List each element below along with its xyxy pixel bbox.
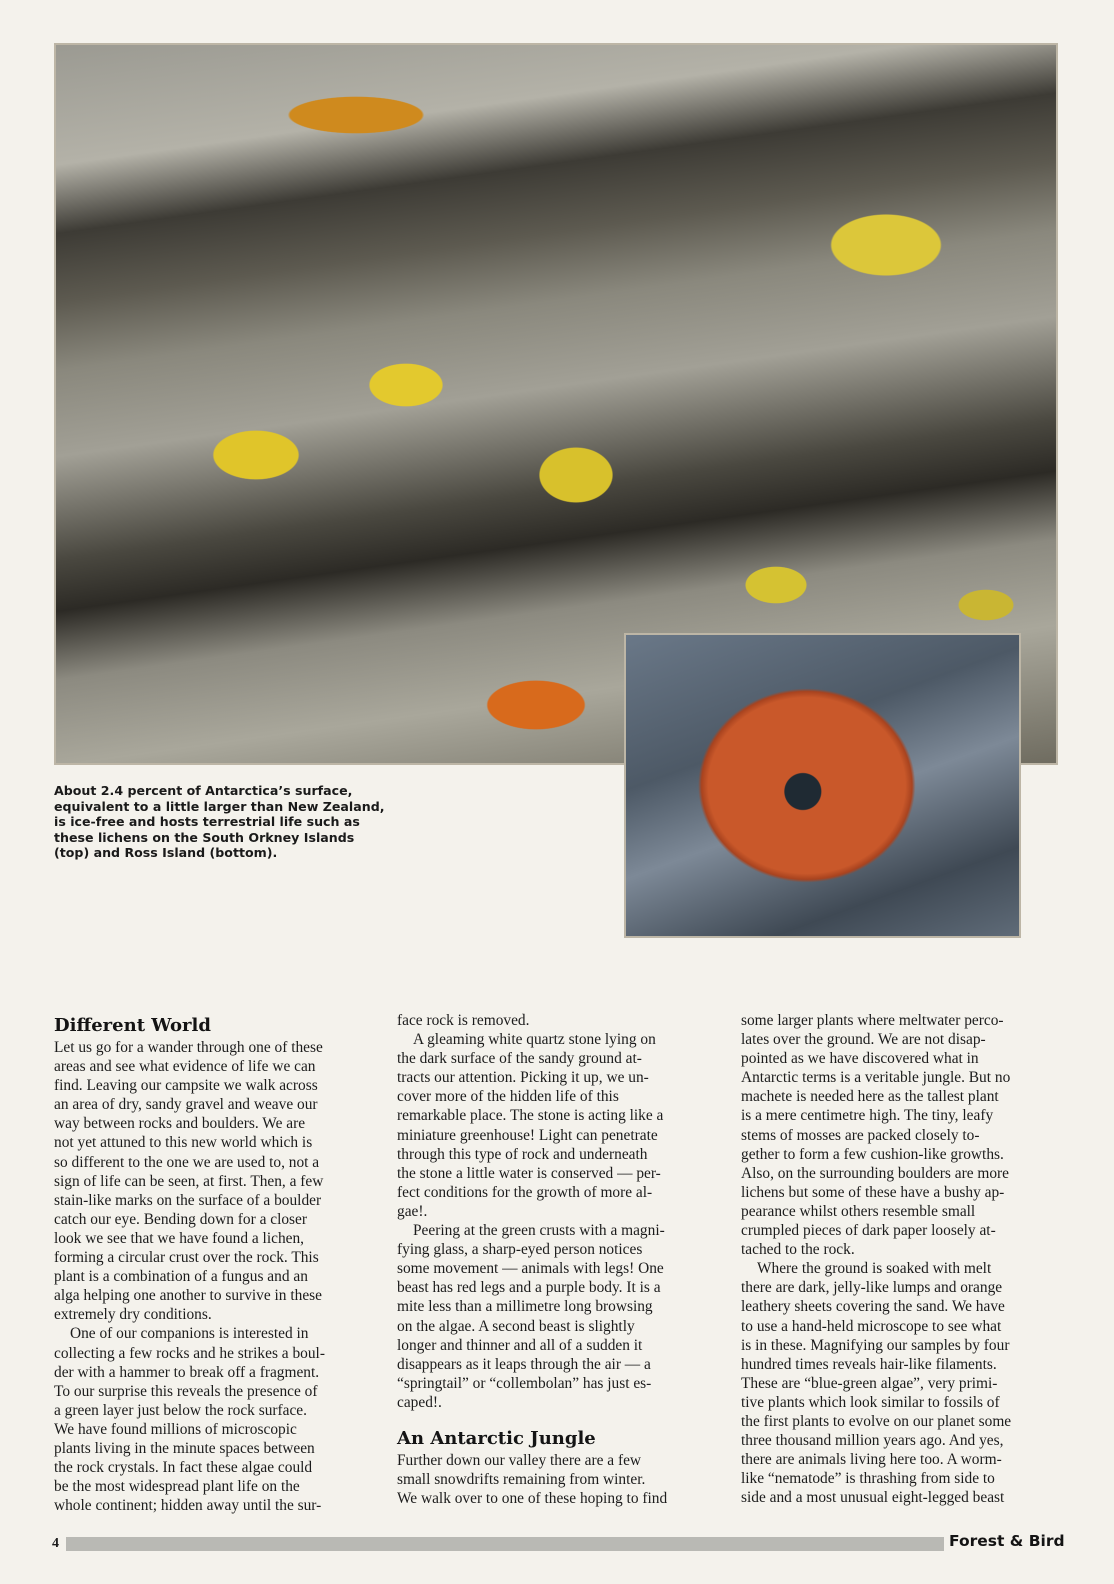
- text-line: hundred times reveals hair-like filaments.: [741, 1355, 997, 1373]
- lichen-photo-ross-island: [624, 633, 1021, 938]
- text-line: Peering at the green crusts with a magni-: [413, 1222, 665, 1240]
- text-line: not yet attuned to this new world which is: [54, 1134, 313, 1152]
- text-line: whole continent; hidden away until the sur-: [54, 1497, 322, 1515]
- text-line: gae!.: [397, 1202, 428, 1220]
- text-line: plant is a combination of a fungus and an: [54, 1268, 308, 1286]
- caption-line: these lichens on the South Orkney Islands: [54, 829, 355, 845]
- section-heading-different-world: Different World: [54, 1015, 211, 1036]
- photo-caption: [54, 783, 384, 861]
- text-line: face rock is removed.: [397, 1012, 530, 1029]
- text-line: machete is needed here as the tallest plant: [741, 1088, 999, 1106]
- column-3-body: [741, 1011, 1069, 1507]
- column-2-body-b: [397, 1451, 725, 1508]
- text-line: Further down our valley there are a few: [397, 1451, 642, 1469]
- text-line: three thousand million years ago. And yes,: [741, 1432, 1004, 1450]
- text-line: gether to form a few cushion-like growths.: [741, 1145, 1004, 1163]
- text-line: catch our eye. Bending down for a closer: [54, 1210, 307, 1228]
- text-line: there are dark, jelly-like lumps and orange: [741, 1279, 1003, 1297]
- text-line: leathery sheets covering the sand. We have: [741, 1298, 1005, 1316]
- text-line: To our surprise this reveals the presence of: [54, 1382, 318, 1400]
- article-column-3: [741, 1011, 1069, 1507]
- text-line: lates over the ground. We are not disap-: [741, 1031, 986, 1049]
- text-line: crumpled pieces of dark paper loosely at-: [741, 1222, 996, 1240]
- text-line: a green layer just below the rock surface.: [54, 1401, 307, 1419]
- text-line: to use a hand-held microscope to see what: [741, 1317, 1002, 1335]
- magazine-brand: Forest & Bird: [949, 1532, 1065, 1550]
- column-1-body: [54, 1038, 382, 1515]
- text-line: small snowdrifts remaining from winter.: [397, 1471, 646, 1489]
- text-line: is a mere centimetre high. The tiny, leafy: [741, 1107, 994, 1125]
- text-line: tive plants which look similar to fossils of: [741, 1393, 1000, 1411]
- article-column-1: [54, 1014, 382, 1515]
- text-line: cover more of the hidden life of this: [397, 1088, 619, 1106]
- text-line: is in these. Magnifying our samples by four: [741, 1336, 1010, 1354]
- text-line: alga helping one another to survive in these: [54, 1287, 322, 1305]
- text-line: lichens but some of these have a bushy ap-: [741, 1183, 1005, 1201]
- text-line: A gleaming white quartz stone lying on: [413, 1031, 656, 1049]
- caption-line: (top) and Ross Island (bottom).: [54, 845, 278, 861]
- text-line: “springtail” or “collembolan” has just es-: [397, 1374, 652, 1392]
- text-line: remarkable place. The stone is acting like a: [397, 1107, 664, 1125]
- text-line: the rock crystals. In fact these algae could: [54, 1459, 313, 1477]
- caption-line: equivalent to a little larger than New Zealand,: [54, 798, 385, 814]
- text-line: caped!.: [397, 1393, 442, 1411]
- section-heading-antarctic-jungle: An Antarctic Jungle: [397, 1427, 596, 1449]
- text-line: there are animals living here too. A worm-: [741, 1451, 1002, 1469]
- text-line: These are “blue-green algae”, very primi-: [741, 1374, 998, 1392]
- text-line: way between rocks and boulders. We are: [54, 1115, 306, 1133]
- text-line: mite less than a millimetre long browsing: [397, 1298, 653, 1316]
- text-line: disappears as it leaps through the air — a: [397, 1355, 651, 1373]
- text-line: find. Leaving our campsite we walk across: [54, 1077, 318, 1095]
- text-line: pearance whilst others resemble small: [741, 1202, 976, 1220]
- text-line: We walk over to one of these hoping to find: [397, 1490, 668, 1508]
- text-line: plants living in the minute spaces between: [54, 1439, 315, 1457]
- text-line: fying glass, a sharp-eyed person notices: [397, 1241, 643, 1259]
- text-line: like “nematode” is thrashing from side to: [741, 1470, 995, 1488]
- text-line: some movement — animals with legs! One: [397, 1260, 664, 1278]
- text-line: Also, on the surrounding boulders are more: [741, 1164, 1009, 1182]
- text-line: sign of life can be seen, at first. Then, a few: [54, 1172, 324, 1190]
- text-line: stain-like marks on the surface of a boulder: [54, 1191, 322, 1209]
- text-line: stems of mosses are packed closely to-: [741, 1126, 980, 1144]
- text-line: be the most widespread plant life on the: [54, 1478, 300, 1496]
- text-line: extremely dry conditions.: [54, 1306, 212, 1324]
- text-line: We have found millions of microscopic: [54, 1420, 297, 1438]
- text-line: areas and see what evidence of life we can: [54, 1058, 316, 1076]
- text-line: tached to the rock.: [741, 1241, 855, 1259]
- page-number: 4: [52, 1536, 59, 1551]
- text-line: Let us go for a wander through one of these: [54, 1039, 323, 1056]
- text-line: Antarctic terms is a veritable jungle. But no: [741, 1069, 1011, 1087]
- column-2-body-a: [397, 1011, 725, 1412]
- text-line: forming a circular crust over the rock. This: [54, 1249, 319, 1267]
- text-line: the dark surface of the sandy ground at-: [397, 1050, 642, 1068]
- text-line: side and a most unusual eight-legged beast: [741, 1489, 1005, 1507]
- text-line: collecting a few rocks and he strikes a boul-: [54, 1344, 325, 1362]
- text-line: the stone a little water is conserved — per-: [397, 1164, 661, 1182]
- text-line: miniature greenhouse! Light can penetrate: [397, 1126, 658, 1144]
- text-line: on the algae. A second beast is slightly: [397, 1317, 635, 1335]
- caption-line: is ice-free and hosts terrestrial life such as: [54, 814, 360, 830]
- text-line: some larger plants where meltwater perco-: [741, 1012, 1004, 1029]
- text-line: der with a hammer to break off a fragment.: [54, 1363, 320, 1381]
- text-line: longer and thinner and all of a sudden it: [397, 1336, 643, 1354]
- text-line: Where the ground is soaked with melt: [757, 1260, 992, 1278]
- text-line: through this type of rock and underneath: [397, 1145, 648, 1163]
- text-line: so different to the one we are used to, not a: [54, 1153, 320, 1171]
- text-line: the first plants to evolve on our planet some: [741, 1412, 1012, 1430]
- text-line: beast has red legs and a purple body. It is a: [397, 1279, 661, 1297]
- text-line: pointed as we have discovered what in: [741, 1050, 979, 1068]
- article-column-2: [397, 1011, 725, 1508]
- caption-line: About 2.4 percent of Antarctica’s surface,: [54, 783, 353, 798]
- footer-rule: [66, 1537, 944, 1551]
- text-line: One of our companions is interested in: [70, 1325, 309, 1343]
- text-line: look we see that we have found a lichen,: [54, 1229, 305, 1247]
- text-line: tracts our attention. Picking it up, we un-: [397, 1069, 649, 1087]
- text-line: an area of dry, sandy gravel and weave our: [54, 1096, 318, 1114]
- text-line: fect conditions for the growth of more al-: [397, 1183, 653, 1201]
